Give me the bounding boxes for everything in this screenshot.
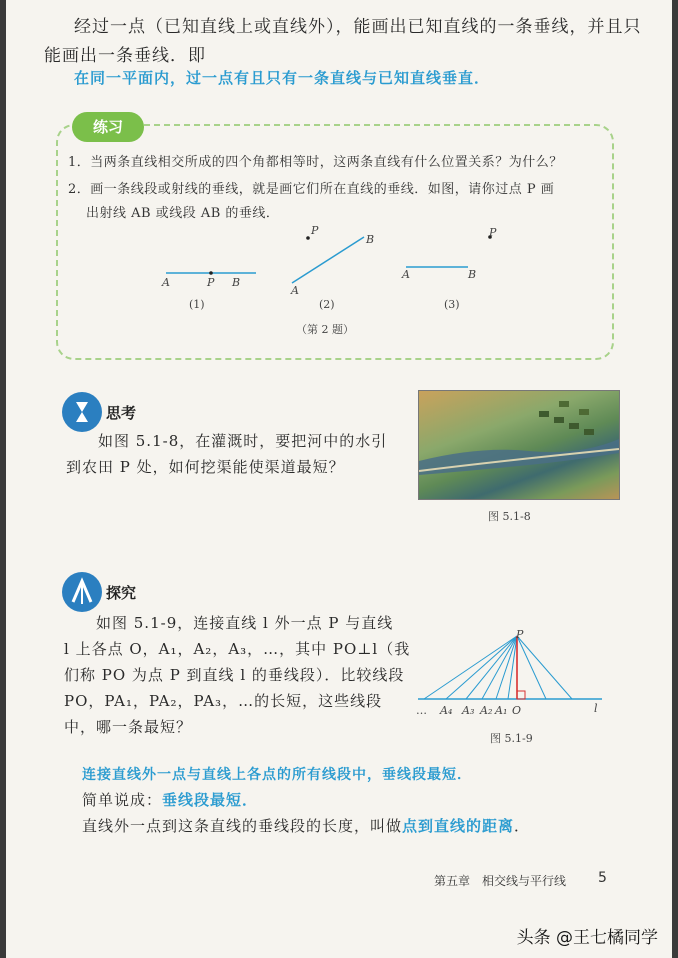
fig2-label-a: A	[291, 284, 299, 297]
exercise-figure-2	[286, 225, 376, 295]
explore-line-3: 们称 PO 为点 P 到直线 l 的垂线段）．比较线段	[64, 666, 405, 684]
think-title: 思考	[106, 404, 137, 422]
paragraph-line-2: 能画出一条垂线．即	[44, 46, 206, 66]
explore-icon	[62, 572, 102, 612]
fig3-number: (3)	[444, 298, 460, 311]
think-figure-caption: 图 5.1-8	[488, 510, 531, 523]
fig3-label-p: P	[489, 226, 497, 239]
fig3-label-b: B	[468, 268, 477, 281]
explore-line-1: 如图 5.1-9，连接直线 l 外一点 P 与直线	[96, 614, 394, 632]
irrigation-photo	[418, 390, 620, 500]
conclusion-line-2-prefix: 简单说成：	[82, 791, 163, 809]
fig2-label-b: B	[366, 233, 375, 246]
chapter-footer: 第五章 相交线与平行线	[434, 874, 567, 888]
theorem-highlight: 在同一平面内，过一点有且只有一条直线与已知直线垂直．	[74, 69, 491, 87]
think-line-1: 如图 5.1-8，在灌溉时，要把河中的水引	[98, 432, 388, 450]
think-line-2: 到农田 P 处，如何挖渠能使渠道最短？	[66, 458, 345, 476]
fig9-label-a3: A₃	[462, 704, 475, 717]
exercise-question-2-line-1: 2．画一条线段或射线的垂线，就是画它们所在直线的垂线．如图，请你过点 P 画	[68, 182, 555, 197]
conclusion-line-2-key: 垂线段最短．	[162, 791, 259, 809]
fig9-label-p: P	[516, 628, 524, 641]
fig3-label-a: A	[402, 268, 410, 281]
perpendicular-figure	[416, 628, 606, 708]
fig1-label-p: P	[207, 276, 215, 289]
explore-figure-caption: 图 5.1-9	[490, 732, 533, 745]
watermark: 头条 @王七橘同学	[516, 928, 658, 948]
exercise-figure-1	[156, 255, 266, 295]
fig2-number: (2)	[319, 298, 335, 311]
exercise-tag: 练习	[72, 112, 144, 142]
fig9-label-dots: …	[416, 704, 427, 717]
paragraph-line-1: 经过一点（已知直线上或直线外），能画出已知直线的一条垂线，并且只	[74, 17, 642, 37]
explore-title: 探究	[106, 584, 137, 602]
fig9-label-a1: A₁	[495, 704, 508, 717]
fig1-number: (1)	[189, 298, 205, 311]
exercise-question-2-line-2: 出射线 AB 或线段 AB 的垂线．	[86, 206, 280, 221]
textbook-page	[6, 0, 672, 958]
fig9-label-l: l	[594, 702, 598, 715]
conclusion-line-3	[82, 815, 530, 836]
distance-term: 点到直线的距离	[402, 817, 515, 835]
fig1-label-a: A	[162, 276, 170, 289]
conclusion-line-2	[82, 789, 258, 810]
explore-line-5: 中，哪一条最短？	[64, 718, 193, 736]
page-number: 5	[598, 870, 607, 886]
fig2-label-p: P	[311, 224, 319, 237]
exercise-question-1: 1．当两条直线相交所成的四个角都相等时，这两条直线有什么位置关系？为什么？	[68, 155, 563, 170]
fig9-label-o: O	[512, 704, 522, 717]
conclusion-line-1: 连接直线外一点与直线上各点的所有线段中，垂线段最短．	[82, 767, 472, 783]
exercise-figure-caption: （第 2 题）	[296, 323, 354, 336]
explore-line-2: l 上各点 O，A₁，A₂，A₃，…，其中 PO⊥l（我	[64, 640, 411, 658]
explore-line-4: PO，PA₁，PA₂，PA₃，…的长短，这些线段	[64, 692, 383, 710]
fig1-label-b: B	[232, 276, 241, 289]
conclusion-line-3-suffix: ．	[514, 817, 531, 835]
conclusion-line-3-prefix: 直线外一点到这条直线的垂线段的长度，叫做	[82, 817, 403, 835]
fig9-label-a4: A₄	[440, 704, 453, 717]
fig9-label-a2: A₂	[480, 704, 493, 717]
think-icon	[62, 392, 102, 432]
